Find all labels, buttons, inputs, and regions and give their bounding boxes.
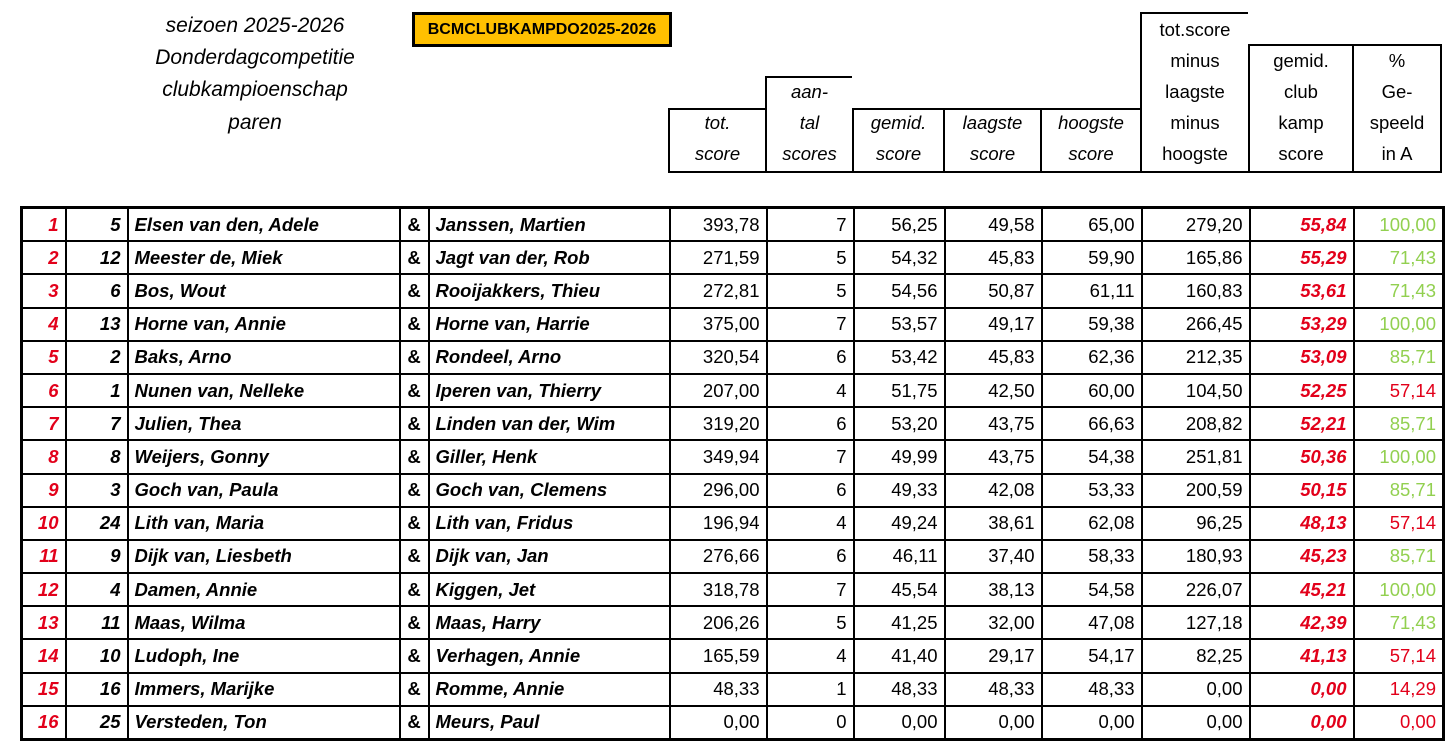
title-line-competition: Donderdagcompetitie: [155, 46, 355, 70]
rank-cell: 11: [22, 540, 66, 573]
hoogste-score-cell: 59,90: [1042, 241, 1142, 274]
aantal-scores-cell: 6: [767, 341, 854, 374]
totscore-minus-cell: 127,18: [1142, 606, 1250, 639]
pair-separator-cell: &: [400, 639, 429, 672]
pct-gespeeld-cell: 57,14: [1354, 374, 1444, 407]
player2-name-cell: Maas, Harry: [429, 606, 670, 639]
aantal-scores-cell: 5: [767, 241, 854, 274]
pair-separator-cell: &: [400, 407, 429, 440]
pair-separator-cell: &: [400, 507, 429, 540]
column-header-tot-score: [668, 108, 765, 173]
column-header-laagste-score: [943, 108, 1040, 173]
clubkamp-score-cell: 50,36: [1250, 440, 1354, 473]
clubkamp-score-cell: 45,23: [1250, 540, 1354, 573]
aantal-scores-cell: 6: [767, 474, 854, 507]
player2-name-cell: Lith van, Fridus: [429, 507, 670, 540]
clubkamp-score-cell: 52,25: [1250, 374, 1354, 407]
totscore-minus-cell: 200,59: [1142, 474, 1250, 507]
gemid-score-cell: 41,40: [854, 639, 945, 672]
pct-gespeeld-cell: 85,71: [1354, 540, 1444, 573]
player1-name-cell: Maas, Wilma: [128, 606, 400, 639]
column-header-hoogste-score: [1040, 108, 1140, 173]
table-row: [22, 440, 1444, 473]
aantal-scores-cell: 6: [767, 407, 854, 440]
player1-name-cell: Immers, Marijke: [128, 673, 400, 706]
aantal-scores-cell: 6: [767, 540, 854, 573]
pct-gespeeld-cell: 100,00: [1354, 208, 1444, 242]
aantal-scores-cell: 7: [767, 308, 854, 341]
column-header-clubkamp-score: [1248, 44, 1352, 173]
rank-cell: 6: [22, 374, 66, 407]
gemid-score-cell: 53,42: [854, 341, 945, 374]
tot-score-cell: 165,59: [670, 639, 767, 672]
pair-number-cell: 24: [66, 507, 128, 540]
laagste-score-cell: 49,58: [945, 208, 1042, 242]
totscore-minus-cell: 165,86: [1142, 241, 1250, 274]
tot-score-cell: 196,94: [670, 507, 767, 540]
clubkamp-score-cell: 52,21: [1250, 407, 1354, 440]
totscore-minus-cell: 180,93: [1142, 540, 1250, 573]
column-header-gemid-score: [852, 108, 943, 173]
header-line: score: [694, 143, 741, 164]
laagste-score-cell: 42,50: [945, 374, 1042, 407]
laagste-score-cell: 49,17: [945, 308, 1042, 341]
pair-separator-cell: &: [400, 341, 429, 374]
player1-name-cell: Meester de, Miek: [128, 241, 400, 274]
player2-name-cell: Verhagen, Annie: [429, 639, 670, 672]
header-line: gemid.: [870, 112, 927, 133]
title-line-pairs: paren: [228, 110, 282, 134]
column-header-pct-gespeeld: [1352, 44, 1442, 173]
table-row: [22, 374, 1444, 407]
rank-cell: 4: [22, 308, 66, 341]
title-line-championship: clubkampioenschap: [162, 78, 348, 102]
rank-cell: 3: [22, 274, 66, 307]
rank-cell: 12: [22, 573, 66, 606]
header-line: club: [1284, 81, 1318, 102]
hoogste-score-cell: 60,00: [1042, 374, 1142, 407]
player2-name-cell: Dijk van, Jan: [429, 540, 670, 573]
clubkamp-score-cell: 55,29: [1250, 241, 1354, 274]
player1-name-cell: Baks, Arno: [128, 341, 400, 374]
pair-number-cell: 5: [66, 208, 128, 242]
clubkamp-score-cell: 42,39: [1250, 606, 1354, 639]
totscore-minus-cell: 266,45: [1142, 308, 1250, 341]
gemid-score-cell: 51,75: [854, 374, 945, 407]
pair-separator-cell: &: [400, 308, 429, 341]
player2-name-cell: Rooijakkers, Thieu: [429, 274, 670, 307]
pct-gespeeld-cell: 100,00: [1354, 440, 1444, 473]
aantal-scores-cell: 4: [767, 639, 854, 672]
laagste-score-cell: 45,83: [945, 241, 1042, 274]
header-line: hoogste: [1058, 112, 1124, 133]
hoogste-score-cell: 48,33: [1042, 673, 1142, 706]
header-line: speeld: [1369, 112, 1425, 133]
clubkamp-badge-label: BCMCLUBKAMPDO2025-2026: [427, 20, 657, 38]
totscore-minus-cell: 0,00: [1142, 706, 1250, 740]
hoogste-score-cell: 65,00: [1042, 208, 1142, 242]
header-line: kamp: [1278, 112, 1324, 133]
gemid-score-cell: 46,11: [854, 540, 945, 573]
standings-table: [20, 206, 1445, 741]
header-line: minus: [1170, 112, 1220, 133]
pair-number-cell: 10: [66, 639, 128, 672]
pair-separator-cell: &: [400, 706, 429, 740]
laagste-score-cell: 50,87: [945, 274, 1042, 307]
hoogste-score-cell: 59,38: [1042, 308, 1142, 341]
header-line: score: [875, 143, 922, 164]
pair-separator-cell: &: [400, 241, 429, 274]
gemid-score-cell: 49,24: [854, 507, 945, 540]
laagste-score-cell: 32,00: [945, 606, 1042, 639]
tot-score-cell: 375,00: [670, 308, 767, 341]
aantal-scores-cell: 7: [767, 440, 854, 473]
table-row: [22, 673, 1444, 706]
aantal-scores-cell: 4: [767, 374, 854, 407]
table-row: [22, 308, 1444, 341]
pair-separator-cell: &: [400, 606, 429, 639]
laagste-score-cell: 29,17: [945, 639, 1042, 672]
header-line: gemid.: [1273, 50, 1329, 71]
pct-gespeeld-cell: 14,29: [1354, 673, 1444, 706]
player2-name-cell: Romme, Annie: [429, 673, 670, 706]
pct-gespeeld-cell: 57,14: [1354, 507, 1444, 540]
pct-gespeeld-cell: 71,43: [1354, 274, 1444, 307]
pair-number-cell: 9: [66, 540, 128, 573]
pct-gespeeld-cell: 100,00: [1354, 308, 1444, 341]
aantal-scores-cell: 7: [767, 573, 854, 606]
aantal-scores-cell: 5: [767, 274, 854, 307]
hoogste-score-cell: 62,36: [1042, 341, 1142, 374]
clubkamp-score-cell: 45,21: [1250, 573, 1354, 606]
clubkamp-score-cell: 53,29: [1250, 308, 1354, 341]
tot-score-cell: 319,20: [670, 407, 767, 440]
rank-cell: 16: [22, 706, 66, 740]
hoogste-score-cell: 66,63: [1042, 407, 1142, 440]
header-line: laagste: [962, 112, 1023, 133]
player1-name-cell: Nunen van, Nelleke: [128, 374, 400, 407]
rank-cell: 10: [22, 507, 66, 540]
totscore-minus-cell: 0,00: [1142, 673, 1250, 706]
header-line: score: [1068, 143, 1114, 164]
tot-score-cell: 48,33: [670, 673, 767, 706]
pair-number-cell: 12: [66, 241, 128, 274]
hoogste-score-cell: 54,17: [1042, 639, 1142, 672]
tot-score-cell: 0,00: [670, 706, 767, 740]
pct-gespeeld-cell: 85,71: [1354, 474, 1444, 507]
pair-number-cell: 25: [66, 706, 128, 740]
aantal-scores-cell: 4: [767, 507, 854, 540]
pair-separator-cell: &: [400, 673, 429, 706]
tot-score-cell: 271,59: [670, 241, 767, 274]
player1-name-cell: Dijk van, Liesbeth: [128, 540, 400, 573]
totscore-minus-cell: 104,50: [1142, 374, 1250, 407]
player2-name-cell: Linden van der, Wim: [429, 407, 670, 440]
rank-cell: 14: [22, 639, 66, 672]
clubkamp-score-cell: 53,61: [1250, 274, 1354, 307]
laagste-score-cell: 38,61: [945, 507, 1042, 540]
tot-score-cell: 296,00: [670, 474, 767, 507]
table-row: [22, 241, 1444, 274]
header-line: tot.score: [1159, 19, 1231, 40]
gemid-score-cell: 49,99: [854, 440, 945, 473]
player2-name-cell: Jagt van der, Rob: [429, 241, 670, 274]
pair-number-cell: 6: [66, 274, 128, 307]
player1-name-cell: Versteden, Ton: [128, 706, 400, 740]
pair-number-cell: 13: [66, 308, 128, 341]
laagste-score-cell: 38,13: [945, 573, 1042, 606]
totscore-minus-cell: 251,81: [1142, 440, 1250, 473]
pair-separator-cell: &: [400, 540, 429, 573]
table-row: [22, 341, 1444, 374]
pair-number-cell: 8: [66, 440, 128, 473]
player1-name-cell: Damen, Annie: [128, 573, 400, 606]
gemid-score-cell: 56,25: [854, 208, 945, 242]
laagste-score-cell: 43,75: [945, 440, 1042, 473]
table-row: [22, 274, 1444, 307]
player2-name-cell: Rondeel, Arno: [429, 341, 670, 374]
table-row: [22, 407, 1444, 440]
aantal-scores-cell: 1: [767, 673, 854, 706]
laagste-score-cell: 48,33: [945, 673, 1042, 706]
pct-gespeeld-cell: 85,71: [1354, 341, 1444, 374]
totscore-minus-cell: 82,25: [1142, 639, 1250, 672]
gemid-score-cell: 0,00: [854, 706, 945, 740]
header-line: tal: [799, 112, 820, 133]
player1-name-cell: Horne van, Annie: [128, 308, 400, 341]
totscore-minus-cell: 279,20: [1142, 208, 1250, 242]
tot-score-cell: 206,26: [670, 606, 767, 639]
totscore-minus-cell: 208,82: [1142, 407, 1250, 440]
header-line: laagste: [1165, 81, 1225, 102]
aantal-scores-cell: 7: [767, 208, 854, 242]
laagste-score-cell: 37,40: [945, 540, 1042, 573]
hoogste-score-cell: 47,08: [1042, 606, 1142, 639]
gemid-score-cell: 54,32: [854, 241, 945, 274]
pair-separator-cell: &: [400, 474, 429, 507]
title-line-season: seizoen 2025-2026: [165, 14, 345, 37]
gemid-score-cell: 54,56: [854, 274, 945, 307]
header-line: minus: [1170, 50, 1220, 71]
rank-cell: 9: [22, 474, 66, 507]
header-line: aan-: [790, 81, 829, 102]
totscore-minus-cell: 96,25: [1142, 507, 1250, 540]
hoogste-score-cell: 58,33: [1042, 540, 1142, 573]
table-row: [22, 706, 1444, 740]
pair-number-cell: 11: [66, 606, 128, 639]
laagste-score-cell: 42,08: [945, 474, 1042, 507]
tot-score-cell: 318,78: [670, 573, 767, 606]
clubkamp-score-cell: 0,00: [1250, 673, 1354, 706]
header-line: tot.: [704, 112, 731, 133]
pct-gespeeld-cell: 57,14: [1354, 639, 1444, 672]
player2-name-cell: Iperen van, Thierry: [429, 374, 670, 407]
header-line: score: [1278, 143, 1324, 164]
hoogste-score-cell: 0,00: [1042, 706, 1142, 740]
pair-number-cell: 4: [66, 573, 128, 606]
totscore-minus-cell: 160,83: [1142, 274, 1250, 307]
rank-cell: 7: [22, 407, 66, 440]
player2-name-cell: Goch van, Clemens: [429, 474, 670, 507]
pct-gespeeld-cell: 100,00: [1354, 573, 1444, 606]
header-line: score: [969, 143, 1016, 164]
table-row: [22, 573, 1444, 606]
hoogste-score-cell: 54,38: [1042, 440, 1142, 473]
tot-score-cell: 320,54: [670, 341, 767, 374]
pair-number-cell: 1: [66, 374, 128, 407]
table-row: [22, 639, 1444, 672]
hoogste-score-cell: 61,11: [1042, 274, 1142, 307]
header-line: Ge-: [1381, 81, 1413, 102]
pair-separator-cell: &: [400, 440, 429, 473]
gemid-score-cell: 53,57: [854, 308, 945, 341]
tot-score-cell: 272,81: [670, 274, 767, 307]
hoogste-score-cell: 53,33: [1042, 474, 1142, 507]
aantal-scores-cell: 5: [767, 606, 854, 639]
pair-number-cell: 7: [66, 407, 128, 440]
laagste-score-cell: 43,75: [945, 407, 1042, 440]
clubkamp-score-cell: 41,13: [1250, 639, 1354, 672]
table-row: [22, 507, 1444, 540]
clubkamp-score-cell: 50,15: [1250, 474, 1354, 507]
tot-score-cell: 276,66: [670, 540, 767, 573]
gemid-score-cell: 48,33: [854, 673, 945, 706]
pair-separator-cell: &: [400, 274, 429, 307]
pct-gespeeld-cell: 85,71: [1354, 407, 1444, 440]
rank-cell: 2: [22, 241, 66, 274]
pair-separator-cell: &: [400, 573, 429, 606]
laagste-score-cell: 45,83: [945, 341, 1042, 374]
player2-name-cell: Kiggen, Jet: [429, 573, 670, 606]
header-line: scores: [782, 143, 837, 164]
clubkamp-badge-button[interactable]: [412, 12, 672, 47]
player1-name-cell: Goch van, Paula: [128, 474, 400, 507]
totscore-minus-cell: 212,35: [1142, 341, 1250, 374]
column-header-aantal-scores: [765, 76, 852, 173]
pair-separator-cell: &: [400, 374, 429, 407]
tot-score-cell: 207,00: [670, 374, 767, 407]
rank-cell: 5: [22, 341, 66, 374]
gemid-score-cell: 49,33: [854, 474, 945, 507]
rank-cell: 1: [22, 208, 66, 242]
rank-cell: 15: [22, 673, 66, 706]
player1-name-cell: Julien, Thea: [128, 407, 400, 440]
gemid-score-cell: 53,20: [854, 407, 945, 440]
column-header-totscore-minus: [1140, 12, 1248, 173]
totscore-minus-cell: 226,07: [1142, 573, 1250, 606]
pair-separator-cell: &: [400, 208, 429, 242]
player2-name-cell: Giller, Henk: [429, 440, 670, 473]
player1-name-cell: Ludoph, Ine: [128, 639, 400, 672]
pct-gespeeld-cell: 0,00: [1354, 706, 1444, 740]
clubkamp-score-cell: 0,00: [1250, 706, 1354, 740]
table-row: [22, 606, 1444, 639]
pair-number-cell: 2: [66, 341, 128, 374]
laagste-score-cell: 0,00: [945, 706, 1042, 740]
header-line: hoogste: [1162, 143, 1228, 164]
player1-name-cell: Bos, Wout: [128, 274, 400, 307]
pct-gespeeld-cell: 71,43: [1354, 241, 1444, 274]
title-block: [55, 10, 455, 139]
rank-cell: 8: [22, 440, 66, 473]
pair-number-cell: 16: [66, 673, 128, 706]
tot-score-cell: 393,78: [670, 208, 767, 242]
clubkamp-score-cell: 55,84: [1250, 208, 1354, 242]
clubkamp-score-cell: 48,13: [1250, 507, 1354, 540]
player1-name-cell: Lith van, Maria: [128, 507, 400, 540]
pair-number-cell: 3: [66, 474, 128, 507]
player1-name-cell: Elsen van den, Adele: [128, 208, 400, 242]
clubkamp-score-cell: 53,09: [1250, 341, 1354, 374]
header-line: in A: [1381, 143, 1413, 164]
hoogste-score-cell: 62,08: [1042, 507, 1142, 540]
table-row: [22, 208, 1444, 242]
player2-name-cell: Janssen, Martien: [429, 208, 670, 242]
tot-score-cell: 349,94: [670, 440, 767, 473]
player2-name-cell: Horne van, Harrie: [429, 308, 670, 341]
rank-cell: 13: [22, 606, 66, 639]
player1-name-cell: Weijers, Gonny: [128, 440, 400, 473]
player2-name-cell: Meurs, Paul: [429, 706, 670, 740]
header-line: %: [1388, 50, 1406, 71]
gemid-score-cell: 45,54: [854, 573, 945, 606]
pct-gespeeld-cell: 71,43: [1354, 606, 1444, 639]
hoogste-score-cell: 54,58: [1042, 573, 1142, 606]
standings-table-body: [22, 208, 1444, 740]
table-row: [22, 540, 1444, 573]
gemid-score-cell: 41,25: [854, 606, 945, 639]
aantal-scores-cell: 0: [767, 706, 854, 740]
table-row: [22, 474, 1444, 507]
